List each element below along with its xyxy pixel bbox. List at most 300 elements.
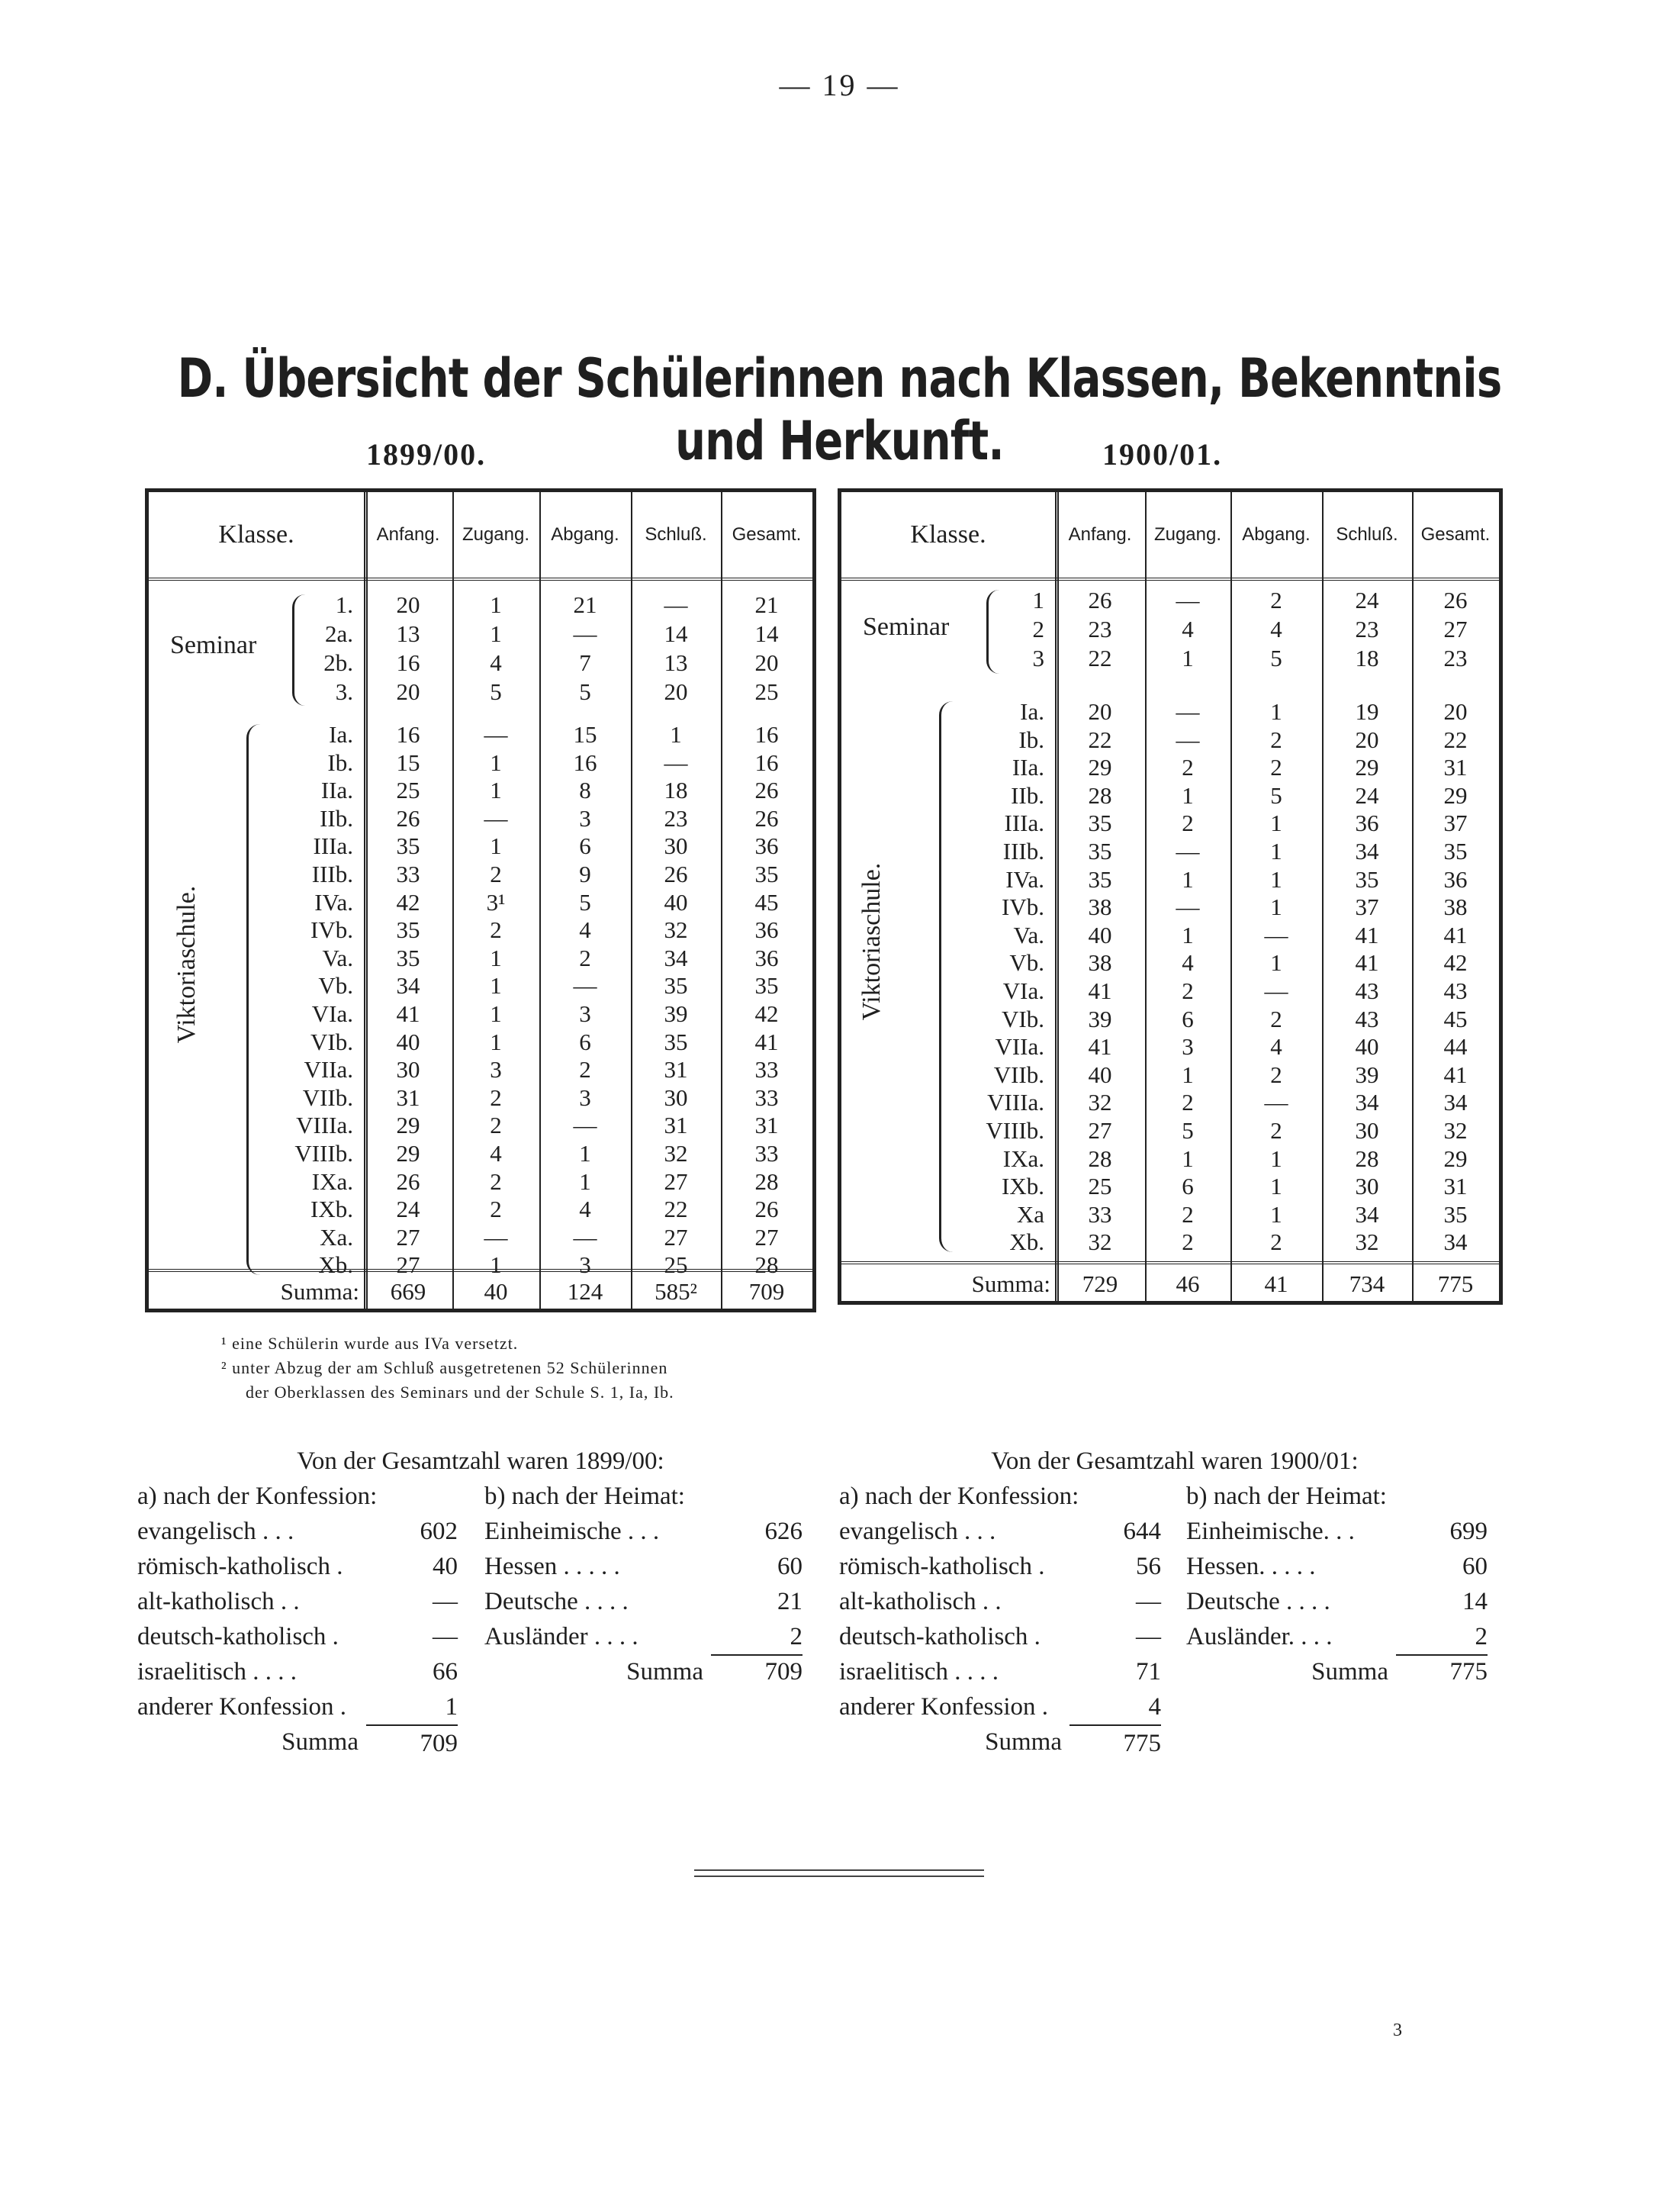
school_rows-class: IIb. bbox=[1011, 781, 1044, 809]
school_rows-class: IXa. bbox=[311, 1167, 353, 1195]
school_rows-cell: 41 bbox=[754, 1028, 779, 1055]
school_rows-cell: 41 bbox=[396, 1000, 420, 1027]
school_rows-cell: 41 bbox=[1355, 949, 1379, 977]
school_rows-cell: 41 bbox=[1443, 1061, 1468, 1088]
header-anfang: Anfang. bbox=[1068, 524, 1132, 545]
school_rows-cell: 38 bbox=[1088, 949, 1112, 977]
konf-label: römisch-katholisch . bbox=[137, 1553, 343, 1580]
stats-1900 bbox=[839, 1444, 1510, 1760]
school_rows-class: Ib. bbox=[1018, 726, 1044, 753]
school_rows-cell: 1 bbox=[490, 1000, 502, 1027]
seminar_rows-cell: 18 bbox=[1355, 645, 1379, 671]
school_rows-cell: 34 bbox=[396, 972, 420, 1000]
school_rows-cell: 20 bbox=[1355, 726, 1379, 753]
school_rows-cell: 2 bbox=[490, 861, 502, 887]
heimat-label: Hessen . . . . . bbox=[484, 1553, 620, 1580]
school_rows-class: Xb. bbox=[1009, 1228, 1044, 1256]
school_rows-cell: 2 bbox=[1182, 1089, 1194, 1116]
seminar_rows-cell: 5 bbox=[490, 678, 502, 705]
school_rows-class: IVa. bbox=[1005, 865, 1044, 893]
stats-row bbox=[137, 1619, 824, 1654]
closing-rule-bottom bbox=[694, 1876, 984, 1877]
school_rows-class: IIa. bbox=[1012, 754, 1044, 781]
school_rows-cell: 16 bbox=[573, 749, 597, 776]
school_rows-cell: 29 bbox=[396, 1112, 420, 1139]
stats-row bbox=[137, 1584, 824, 1619]
seminar_rows-cell: 16 bbox=[396, 649, 420, 676]
school_rows-cell: 2 bbox=[1270, 726, 1282, 753]
school_rows-cell: 2 bbox=[1182, 977, 1194, 1004]
konf-label: alt-katholisch . . bbox=[137, 1588, 300, 1615]
stats-row bbox=[839, 1724, 1510, 1760]
school_rows-cell: 1 bbox=[490, 1251, 502, 1279]
school_rows-cell: 27 bbox=[396, 1223, 420, 1251]
school_rows-cell: 32 bbox=[664, 1140, 688, 1167]
seminar_rows-cell: — bbox=[573, 620, 597, 647]
school_rows-cell: 6 bbox=[579, 1028, 591, 1055]
school_rows-cell: 25 bbox=[664, 1251, 688, 1279]
school_rows-cell: 1 bbox=[1182, 921, 1194, 948]
school_rows-cell: 6 bbox=[1182, 1005, 1194, 1032]
konf-label: römisch-katholisch . bbox=[839, 1553, 1045, 1580]
year-right: 1900/01. bbox=[1102, 437, 1223, 472]
konf-label: anderer Konfession . bbox=[839, 1693, 1048, 1721]
school_rows-cell: 2 bbox=[490, 916, 502, 944]
school_rows-cell: 2 bbox=[490, 1196, 502, 1223]
school_rows-class: VIIIb. bbox=[986, 1117, 1044, 1144]
school_rows-cell: 35 bbox=[664, 972, 688, 1000]
konf-value: 1 bbox=[445, 1693, 458, 1721]
school_rows-cell: 33 bbox=[396, 861, 420, 887]
school_rows-cell: 1 bbox=[1270, 1173, 1282, 1200]
school_rows-cell: 26 bbox=[754, 804, 779, 832]
summa-cell: 124 bbox=[567, 1278, 603, 1305]
seminar_rows-cell: 23 bbox=[1088, 616, 1112, 642]
school_rows-cell: 40 bbox=[1355, 1033, 1379, 1061]
seminar_rows-cell: 13 bbox=[396, 620, 420, 647]
school_rows-cell: 30 bbox=[1355, 1173, 1379, 1200]
school_rows-cell: 27 bbox=[754, 1223, 779, 1251]
page-number: — 19 — bbox=[779, 68, 900, 102]
konf-label: israelitisch . . . . bbox=[137, 1658, 297, 1686]
seminar_rows-cell: 4 bbox=[1270, 616, 1282, 642]
school_rows-cell: 33 bbox=[1088, 1200, 1112, 1228]
seminar_rows-cell: 20 bbox=[396, 678, 420, 705]
konf-value: 40 bbox=[433, 1553, 458, 1580]
school_rows-cell: 35 bbox=[664, 1028, 688, 1055]
seminar_rows-cell: — bbox=[1176, 587, 1200, 613]
school_rows-class: IXb. bbox=[1002, 1173, 1044, 1200]
school_rows-cell: 20 bbox=[1088, 698, 1112, 725]
school_rows-class: IIIa. bbox=[1004, 810, 1044, 837]
seminar_rows-cell: 4 bbox=[1182, 616, 1194, 642]
school_rows-cell: — bbox=[484, 804, 508, 832]
konf-value: — bbox=[433, 1623, 458, 1650]
school_rows-class: Va. bbox=[322, 944, 353, 971]
summa-cell: 729 bbox=[1082, 1270, 1118, 1297]
school_rows-cell: 8 bbox=[579, 777, 591, 804]
stats-row bbox=[137, 1689, 824, 1724]
school_rows-cell: 29 bbox=[1443, 781, 1468, 809]
school_rows-cell: 1 bbox=[1182, 1145, 1194, 1172]
school_rows-cell: 2 bbox=[1270, 1228, 1282, 1256]
seminar-label: Seminar bbox=[863, 613, 950, 641]
stats-heading: Von der Gesamtzahl waren 1900/01: bbox=[991, 1447, 1359, 1475]
school_rows-cell: 44 bbox=[1443, 1033, 1468, 1061]
school_rows-cell: 31 bbox=[396, 1083, 420, 1111]
school_rows-cell: 2 bbox=[1270, 1061, 1282, 1088]
header-abgang: Abgang. bbox=[551, 524, 619, 545]
school_rows-cell: 2 bbox=[579, 944, 591, 971]
konf-label: deutsch-katholisch . bbox=[839, 1623, 1041, 1650]
seminar_rows-cell: 1 bbox=[490, 620, 502, 647]
school_rows-cell: 29 bbox=[1088, 754, 1112, 781]
school_rows-cell: — bbox=[1264, 1089, 1288, 1116]
school_rows-cell: 2 bbox=[1182, 754, 1194, 781]
seminar_rows-cell: 5 bbox=[1270, 645, 1282, 671]
seminar_rows-cell: 20 bbox=[396, 591, 420, 618]
seminar_rows-cell: 7 bbox=[579, 649, 591, 676]
school_rows-cell: 27 bbox=[664, 1223, 688, 1251]
school_rows-cell: — bbox=[664, 749, 688, 776]
school-brace bbox=[246, 724, 261, 1275]
school_rows-class: VIa. bbox=[311, 1000, 353, 1027]
school_rows-cell: 1 bbox=[1270, 949, 1282, 977]
school_rows-class: IXb. bbox=[310, 1196, 353, 1223]
school_rows-cell: 1 bbox=[1182, 781, 1194, 809]
heimat-summa: 775 bbox=[1449, 1658, 1488, 1686]
konf-value: 4 bbox=[1148, 1693, 1161, 1721]
school_rows-cell: 6 bbox=[579, 832, 591, 860]
school_rows-class: IVb. bbox=[1002, 893, 1044, 921]
school_rows-cell: 26 bbox=[396, 1167, 420, 1195]
school_rows-cell: 38 bbox=[1443, 893, 1468, 921]
school_rows-cell: 28 bbox=[1088, 781, 1112, 809]
school_rows-cell: 34 bbox=[1355, 1089, 1379, 1116]
school_rows-cell: 41 bbox=[1355, 921, 1379, 948]
signature-mark: 3 bbox=[1393, 2020, 1402, 2040]
school_rows-cell: 31 bbox=[1443, 1173, 1468, 1200]
school_rows-cell: 3 bbox=[490, 1056, 502, 1083]
school_rows-cell: 27 bbox=[664, 1167, 688, 1195]
seminar_rows-cell: 21 bbox=[573, 591, 597, 618]
school_rows-cell: 5 bbox=[1182, 1117, 1194, 1144]
stats-row bbox=[137, 1724, 824, 1760]
school_rows-cell: 16 bbox=[754, 721, 779, 748]
school_rows-cell: 37 bbox=[1443, 810, 1468, 837]
school_rows-cell: 32 bbox=[1443, 1117, 1468, 1144]
seminar_rows-cell: 23 bbox=[1355, 616, 1379, 642]
school_rows-cell: 40 bbox=[664, 888, 688, 916]
stats-subheadings bbox=[137, 1479, 824, 1514]
seminar_rows-cell: 22 bbox=[1088, 645, 1112, 671]
konf-summa: 709 bbox=[366, 1724, 458, 1761]
seminar_rows-cell: 14 bbox=[664, 620, 688, 647]
seminar_rows-cell: 24 bbox=[1355, 587, 1379, 613]
school_rows-cell: 34 bbox=[1355, 838, 1379, 865]
header-gesamt: Gesamt. bbox=[1420, 524, 1491, 545]
school_rows-class: Vb. bbox=[1009, 949, 1044, 977]
heimat-label: Hessen. . . . . bbox=[1186, 1553, 1316, 1580]
summa-cell: 709 bbox=[748, 1278, 785, 1305]
school_rows-cell: 35 bbox=[1443, 1200, 1468, 1228]
seminar_rows-cell: 4 bbox=[490, 649, 502, 676]
school_rows-cell: 32 bbox=[664, 916, 688, 944]
heimat-value: 14 bbox=[1462, 1588, 1488, 1615]
school_rows-cell: 1 bbox=[579, 1167, 591, 1195]
school_rows-cell: 6 bbox=[1182, 1173, 1194, 1200]
school_rows-cell: 35 bbox=[1088, 838, 1112, 865]
school_rows-class: IIb. bbox=[320, 804, 353, 832]
school_rows-cell: 40 bbox=[1088, 921, 1112, 948]
school_rows-cell: 25 bbox=[1088, 1173, 1112, 1200]
school_rows-cell: 16 bbox=[754, 749, 779, 776]
school_rows-cell: 34 bbox=[1443, 1089, 1468, 1116]
school_rows-cell: 22 bbox=[664, 1196, 688, 1223]
school_rows-cell: 41 bbox=[1088, 1033, 1112, 1061]
summa-cell: 734 bbox=[1349, 1270, 1385, 1297]
heimat-label: Deutsche . . . . bbox=[1186, 1588, 1330, 1615]
heimat-value: 60 bbox=[1462, 1553, 1488, 1580]
school_rows-cell: 30 bbox=[664, 1083, 688, 1111]
school_rows-cell: 1 bbox=[1182, 865, 1194, 893]
seminar_rows-class: 2 bbox=[1032, 616, 1044, 642]
school_rows-cell: 43 bbox=[1355, 977, 1379, 1004]
school_rows-cell: 1 bbox=[490, 944, 502, 971]
header-klasse: Klasse. bbox=[910, 520, 986, 549]
school-label: Viktoriaschule. bbox=[172, 885, 201, 1044]
stats-row bbox=[839, 1654, 1510, 1689]
seminar_rows-class: 3 bbox=[1032, 645, 1044, 671]
seminar_rows-cell: 27 bbox=[1443, 616, 1468, 642]
school_rows-class: Vb. bbox=[318, 972, 353, 1000]
seminar_rows-class: 1 bbox=[1032, 587, 1044, 613]
school_rows-class: VIIIb. bbox=[294, 1140, 353, 1167]
school_rows-cell: 33 bbox=[754, 1140, 779, 1167]
school_rows-cell: — bbox=[1264, 921, 1288, 948]
heimat-value: 626 bbox=[764, 1518, 803, 1545]
school_rows-cell: 1 bbox=[1182, 1061, 1194, 1088]
konf-summa: 775 bbox=[1069, 1724, 1161, 1761]
school_rows-class: IIIb. bbox=[1002, 838, 1044, 865]
school_rows-cell: 3 bbox=[579, 1000, 591, 1027]
school_rows-cell: 34 bbox=[1443, 1228, 1468, 1256]
summa-cell: 585² bbox=[655, 1278, 697, 1305]
school_rows-cell: 36 bbox=[754, 832, 779, 860]
seminar_rows-class: 1. bbox=[335, 591, 353, 618]
heimat-summa-label: Summa bbox=[626, 1658, 703, 1686]
seminar-brace bbox=[292, 594, 305, 706]
school_rows-cell: 1 bbox=[1270, 838, 1282, 865]
school_rows-class: IIIa. bbox=[313, 832, 353, 860]
seminar_rows-cell: 25 bbox=[754, 678, 779, 705]
school_rows-cell: 42 bbox=[396, 888, 420, 916]
school_rows-class: Xb. bbox=[318, 1251, 353, 1279]
school_rows-cell: 27 bbox=[1088, 1117, 1112, 1144]
school_rows-cell: 3¹ bbox=[486, 888, 506, 916]
footnote-2: ² unter Abzug der am Schluß ausgetretenen 52 Schülerinnen bbox=[221, 1358, 668, 1377]
school_rows-cell: 39 bbox=[1355, 1061, 1379, 1088]
school_rows-cell: 27 bbox=[396, 1251, 420, 1279]
school_rows-cell: 2 bbox=[1270, 1117, 1282, 1144]
konf-value: 602 bbox=[420, 1518, 458, 1545]
header-schluss: Schluß. bbox=[1336, 524, 1398, 545]
school_rows-cell: 1 bbox=[1270, 865, 1282, 893]
school_rows-cell: 43 bbox=[1443, 977, 1468, 1004]
school_rows-cell: 42 bbox=[754, 1000, 779, 1027]
stats-row bbox=[137, 1549, 824, 1584]
school_rows-cell: 30 bbox=[664, 832, 688, 860]
school_rows-cell: 23 bbox=[664, 804, 688, 832]
school_rows-class: VIIIa. bbox=[987, 1089, 1044, 1116]
header-gesamt: Gesamt. bbox=[732, 524, 802, 545]
school_rows-cell: — bbox=[573, 972, 597, 1000]
school_rows-cell: 39 bbox=[664, 1000, 688, 1027]
school_rows-cell: 3 bbox=[579, 1083, 591, 1111]
seminar_rows-class: 2a. bbox=[324, 620, 353, 647]
school_rows-cell: 35 bbox=[396, 832, 420, 860]
konf-heading: a) nach der Konfession: bbox=[137, 1483, 378, 1510]
summa-cell: 41 bbox=[1264, 1270, 1288, 1297]
konf-summa-label: Summa bbox=[281, 1728, 359, 1756]
school_rows-cell: 22 bbox=[1088, 726, 1112, 753]
school_rows-cell: — bbox=[573, 1223, 597, 1251]
school_rows-cell: 31 bbox=[1443, 754, 1468, 781]
school_rows-cell: 1 bbox=[1270, 1145, 1282, 1172]
school_rows-cell: 32 bbox=[1088, 1228, 1112, 1256]
header-schluss: Schluß. bbox=[645, 524, 707, 545]
stats-row bbox=[137, 1514, 824, 1549]
header-anfang: Anfang. bbox=[376, 524, 440, 545]
stats-row bbox=[839, 1689, 1510, 1724]
seminar_rows-cell: 26 bbox=[1443, 587, 1468, 613]
school_rows-cell: — bbox=[573, 1112, 597, 1139]
heimat-heading: b) nach der Heimat: bbox=[1186, 1483, 1387, 1510]
school_rows-cell: 36 bbox=[1443, 865, 1468, 893]
school_rows-cell: — bbox=[1176, 838, 1200, 865]
school_rows-cell: 2 bbox=[490, 1112, 502, 1139]
school_rows-class: VIb. bbox=[310, 1028, 353, 1055]
school_rows-cell: — bbox=[1176, 698, 1200, 725]
closing-rule-top bbox=[694, 1869, 984, 1871]
seminar_rows-cell: 13 bbox=[664, 649, 688, 676]
school_rows-cell: 26 bbox=[396, 804, 420, 832]
school_rows-cell: 2 bbox=[1182, 1200, 1194, 1228]
year-left: 1899/00. bbox=[366, 437, 487, 472]
school_rows-cell: 35 bbox=[754, 972, 779, 1000]
stats-row bbox=[137, 1654, 824, 1689]
school_rows-cell: 1 bbox=[490, 749, 502, 776]
school_rows-cell: 35 bbox=[396, 916, 420, 944]
school_rows-cell: 24 bbox=[396, 1196, 420, 1223]
school_rows-cell: 40 bbox=[396, 1028, 420, 1055]
heimat-label: Ausländer . . . . bbox=[484, 1623, 638, 1650]
school_rows-cell: 1 bbox=[490, 972, 502, 1000]
school_rows-cell: 24 bbox=[1355, 781, 1379, 809]
school_rows-class: VIIIa. bbox=[296, 1112, 353, 1139]
school_rows-cell: 4 bbox=[579, 1196, 591, 1223]
stats-row bbox=[839, 1514, 1510, 1549]
school_rows-cell: 33 bbox=[754, 1056, 779, 1083]
seminar-label: Seminar bbox=[170, 631, 257, 659]
seminar_rows-cell: 2 bbox=[1270, 587, 1282, 613]
table-1900 bbox=[838, 488, 1503, 1305]
seminar_rows-cell: 1 bbox=[490, 591, 502, 618]
school_rows-cell: 28 bbox=[754, 1251, 779, 1279]
konf-value: — bbox=[433, 1588, 458, 1615]
school_rows-class: Va. bbox=[1013, 921, 1044, 948]
school_rows-cell: 26 bbox=[754, 777, 779, 804]
school_rows-cell: — bbox=[1176, 893, 1200, 921]
school_rows-cell: 1 bbox=[1270, 810, 1282, 837]
school-label: Viktoriaschule. bbox=[857, 862, 886, 1021]
school_rows-class: VIIb. bbox=[993, 1061, 1044, 1088]
school_rows-cell: 36 bbox=[754, 916, 779, 944]
school_rows-cell: 32 bbox=[1355, 1228, 1379, 1256]
school_rows-cell: 2 bbox=[1182, 1228, 1194, 1256]
school_rows-cell: 1 bbox=[1270, 893, 1282, 921]
school_rows-cell: 35 bbox=[1443, 838, 1468, 865]
school_rows-class: Ib. bbox=[327, 749, 353, 776]
school_rows-cell: 22 bbox=[1443, 726, 1468, 753]
school_rows-cell: 15 bbox=[396, 749, 420, 776]
school_rows-cell: — bbox=[484, 721, 508, 748]
heimat-value: 2 bbox=[1396, 1619, 1488, 1656]
school_rows-class: IIIb. bbox=[311, 861, 353, 887]
school_rows-cell: 28 bbox=[754, 1167, 779, 1195]
school_rows-cell: 25 bbox=[396, 777, 420, 804]
school_rows-cell: 28 bbox=[1088, 1145, 1112, 1172]
seminar-brace bbox=[986, 590, 999, 674]
school_rows-class: Ia. bbox=[1020, 698, 1044, 725]
school_rows-cell: 31 bbox=[664, 1112, 688, 1139]
school_rows-cell: 31 bbox=[664, 1056, 688, 1083]
school_rows-cell: 42 bbox=[1443, 949, 1468, 977]
school_rows-class: Xa bbox=[1016, 1200, 1044, 1228]
school_rows-cell: 4 bbox=[1182, 949, 1194, 977]
school_rows-cell: 35 bbox=[1355, 865, 1379, 893]
school_rows-cell: 3 bbox=[1182, 1033, 1194, 1061]
school_rows-cell: 39 bbox=[1088, 1005, 1112, 1032]
school_rows-cell: 29 bbox=[1443, 1145, 1468, 1172]
konf-summa-label: Summa bbox=[985, 1728, 1062, 1756]
school_rows-cell: 35 bbox=[1088, 810, 1112, 837]
school_rows-class: IVa. bbox=[314, 888, 353, 916]
seminar_rows-class: 3. bbox=[335, 678, 353, 705]
school_rows-cell: 2 bbox=[490, 1167, 502, 1195]
school_rows-cell: 16 bbox=[396, 721, 420, 748]
summa-cell: 40 bbox=[484, 1278, 508, 1305]
seminar_rows-cell: — bbox=[664, 591, 688, 618]
school_rows-cell: 37 bbox=[1355, 893, 1379, 921]
heimat-label: Ausländer. . . . bbox=[1186, 1623, 1333, 1650]
school_rows-cell: 41 bbox=[1443, 921, 1468, 948]
heimat-label: Einheimische. . . bbox=[1186, 1518, 1355, 1545]
school_rows-class: IVb. bbox=[310, 916, 353, 944]
school_rows-cell: 26 bbox=[754, 1196, 779, 1223]
stats-1899 bbox=[137, 1444, 824, 1760]
school_rows-cell: 35 bbox=[754, 861, 779, 887]
school_rows-cell: 20 bbox=[1443, 698, 1468, 725]
school_rows-cell: 3 bbox=[579, 804, 591, 832]
konf-label: alt-katholisch . . bbox=[839, 1588, 1002, 1615]
school_rows-cell: 1 bbox=[670, 721, 682, 748]
heimat-heading: b) nach der Heimat: bbox=[484, 1483, 685, 1510]
school_rows-class: IIa. bbox=[320, 777, 353, 804]
school_rows-cell: 34 bbox=[1355, 1200, 1379, 1228]
school_rows-class: Xa. bbox=[320, 1223, 353, 1251]
school_rows-cell: 1 bbox=[490, 832, 502, 860]
